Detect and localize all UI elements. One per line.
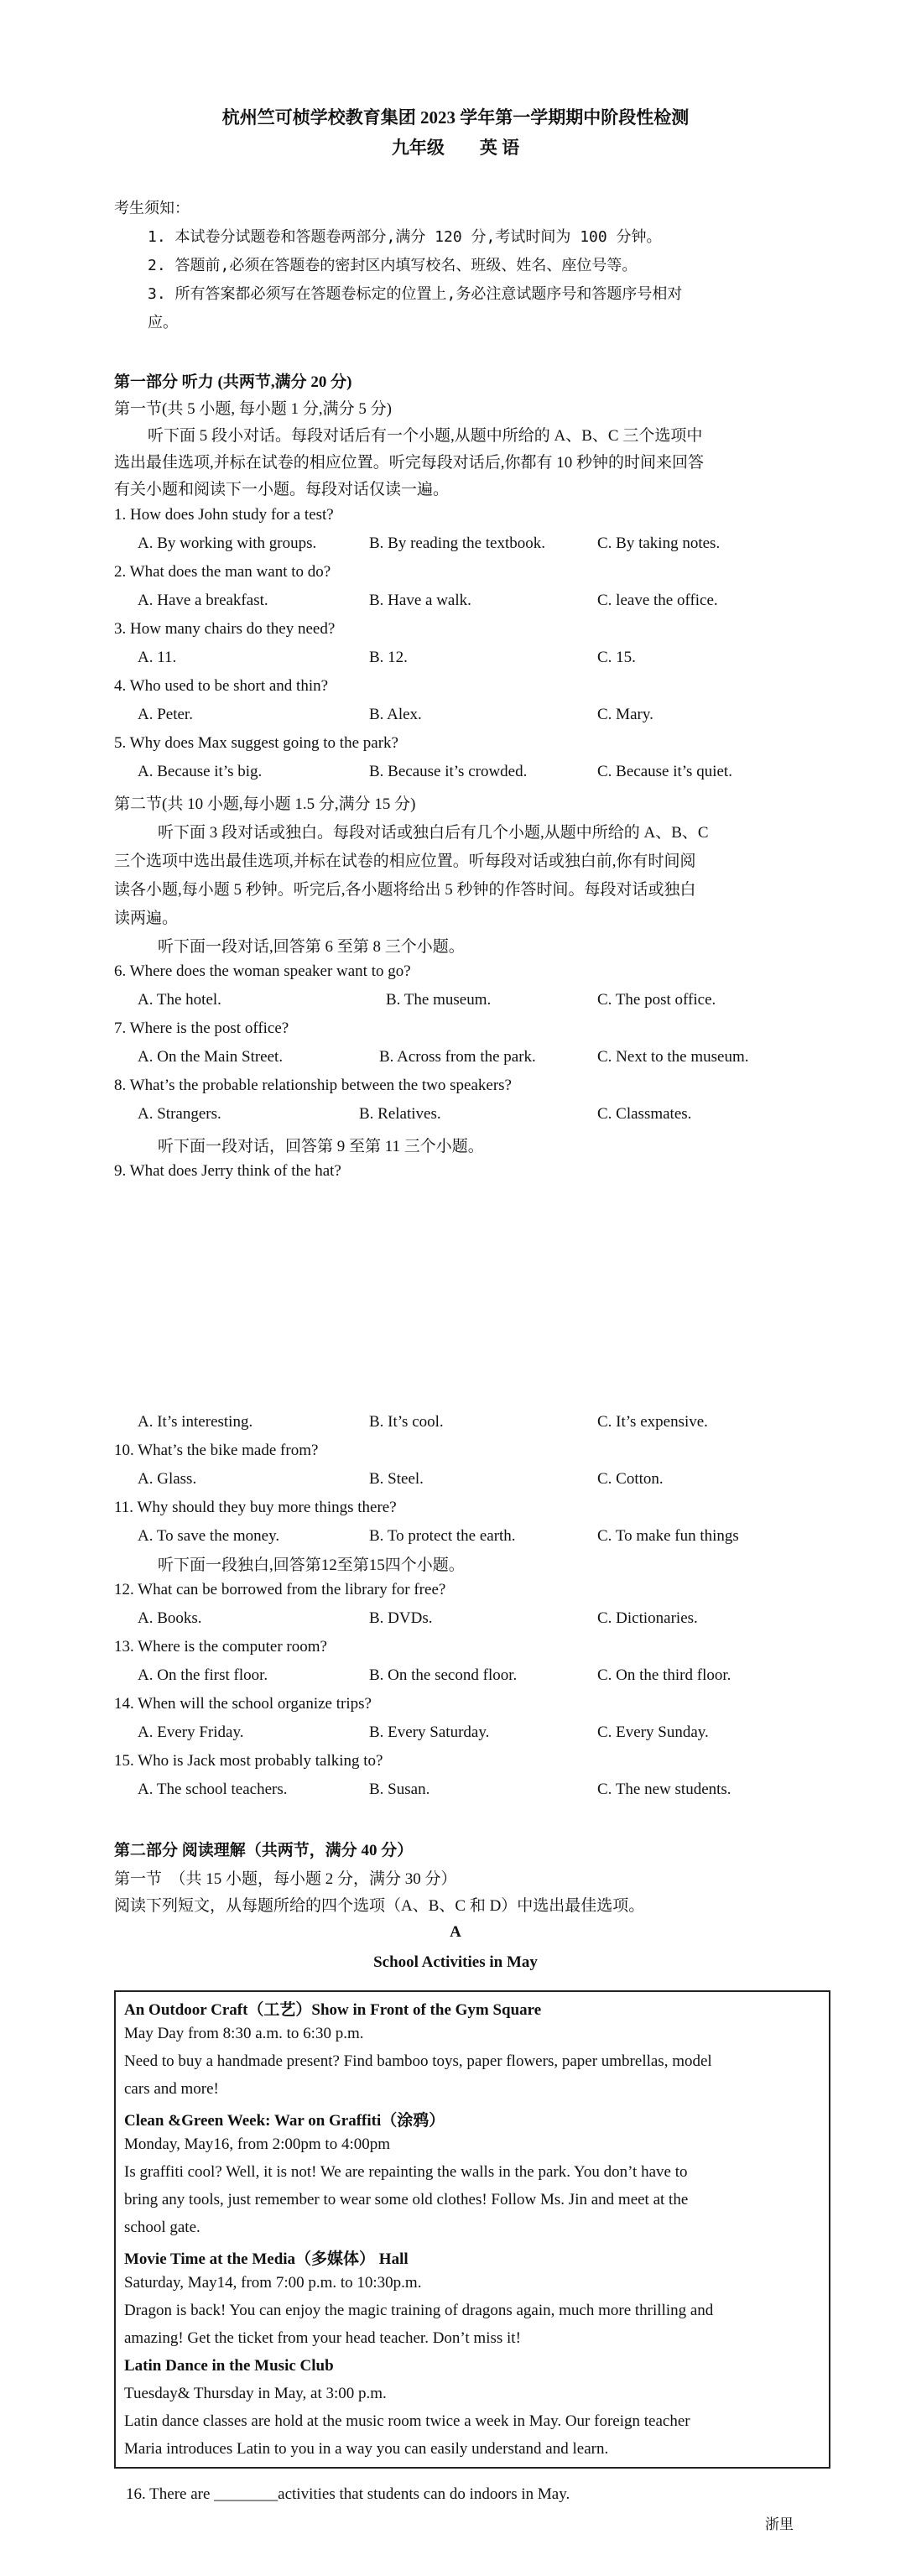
option-c: C. Because it’s quiet. — [597, 763, 732, 780]
question-text: 12. What can be borrowed from the library for free? — [114, 1581, 446, 1598]
option-a: A. Strangers. — [138, 1105, 221, 1123]
option-c: C. It’s expensive. — [597, 1413, 708, 1431]
option-c: C. Every Sunday. — [597, 1723, 709, 1741]
question-text: 10. What’s the bike made from? — [114, 1442, 319, 1459]
activity-text: Tuesday& Thursday in May, at 3:00 p.m. — [124, 2385, 387, 2402]
section1-instructions: 有关小题和阅读下一小题。每段对话仅读一遍。 — [114, 481, 450, 498]
section2-instructions: 读两遍。 — [114, 910, 179, 927]
section1-instructions: 听下面 5 段小对话。每段对话后有一个小题,从题中所给的 A、B、C 三个选项中 — [148, 427, 703, 445]
question-text: 4. Who used to be short and thin? — [114, 677, 329, 695]
section2-instructions: 听下面 3 段对话或独白。每段对话或独白后有几个小题,从题中所给的 A、B、C — [158, 824, 709, 842]
option-b: B. DVDs. — [369, 1609, 433, 1627]
option-c: C. On the third floor. — [597, 1666, 731, 1684]
option-b: B. 12. — [369, 649, 408, 666]
option-a: A. Glass. — [138, 1470, 197, 1488]
section2-instructions: 三个选项中选出最佳选项,并标在试卷的相应位置。听每段对话或独白前,你有时间阅 — [114, 853, 696, 870]
activity-heading: Movie Time at the Media（多媒体） Hall — [124, 2250, 409, 2268]
section1-heading: 第一节(共 5 小题, 每小题 1 分,满分 5 分) — [114, 400, 392, 418]
activity-heading: An Outdoor Craft（工艺）Show in Front of the Gym Square — [124, 2001, 542, 2019]
exam-subtitle: 九年级 英 语 — [391, 138, 520, 158]
direction-9-11: 听下面一段对话，回答第 9 至第 11 三个小题。 — [158, 1138, 484, 1155]
option-a: A. Have a breakfast. — [138, 592, 268, 609]
question-text: 7. Where is the post office? — [114, 1019, 289, 1037]
option-a: A. Every Friday. — [138, 1723, 244, 1741]
direction-12-15: 听下面一段独白,回答第12至第15四个小题。 — [158, 1557, 465, 1574]
passage-label: A — [450, 1923, 461, 1941]
option-b: B. To protect the earth. — [369, 1527, 516, 1545]
exam-title: 杭州竺可桢学校教育集团 2023 学年第一学期期中阶段性检测 — [221, 107, 690, 128]
option-b: B. Because it’s crowded. — [369, 763, 528, 780]
section2-instructions: 读各小题,每小题 5 秒钟。听完后,各小题将给出 5 秒钟的作答时间。每段对话或独白 — [114, 881, 696, 899]
option-a: A. It’s interesting. — [138, 1413, 253, 1431]
option-a: A. To save the money. — [138, 1527, 280, 1545]
question-text: 3. How many chairs do they need? — [114, 620, 336, 638]
activity-text: cars and more! — [124, 2080, 219, 2098]
activity-text: amazing! Get the ticket from your head teacher. Don’t miss it! — [124, 2329, 521, 2347]
question-text: 9. What does Jerry think of the hat? — [114, 1162, 341, 1180]
option-b: B. Every Saturday. — [369, 1723, 490, 1741]
activity-text: Monday, May16, from 2:00pm to 4:00pm — [124, 2135, 390, 2153]
option-c: C. 15. — [597, 649, 636, 666]
option-b: B. It’s cool. — [369, 1413, 444, 1431]
notice-item: 应。 — [148, 314, 178, 331]
notice-heading: 考生须知： — [114, 200, 190, 217]
option-a: A. The hotel. — [138, 991, 221, 1009]
option-c: C. By taking notes. — [597, 534, 721, 552]
option-b: B. Alex. — [369, 706, 422, 723]
activity-text: school gate. — [124, 2219, 200, 2236]
option-c: C. leave the office. — [597, 592, 718, 609]
activity-text: Latin dance classes are hold at the music room twice a week in May. Our foreign teacher — [124, 2412, 690, 2430]
activity-text: May Day from 8:30 a.m. to 6:30 p.m. — [124, 2025, 364, 2042]
option-c: C. The new students. — [597, 1781, 731, 1798]
part1-heading: 第一部分 听力 (共两节,满分 20 分) — [114, 373, 352, 391]
option-c: C. Classmates. — [597, 1105, 692, 1123]
passage-title: School Activities in May — [373, 1953, 538, 1971]
option-b: B. Steel. — [369, 1470, 424, 1488]
activity-heading: Clean &Green Week: War on Graffiti（涂鸦） — [124, 2112, 445, 2130]
region-mark: 浙里 — [765, 2516, 794, 2532]
option-b: B. Have a walk. — [369, 592, 471, 609]
option-b: B. By reading the textbook. — [369, 534, 546, 552]
question-text: 5. Why does Max suggest going to the park? — [114, 734, 398, 752]
option-c: C. Next to the museum. — [597, 1048, 749, 1066]
option-a: A. The school teachers. — [138, 1781, 288, 1798]
notice-item: 1. 本试卷分试题卷和答题卷两部分,满分 120 分,考试时间为 100 分钟。 — [148, 228, 662, 246]
option-c: C. The post office. — [597, 991, 716, 1009]
option-a: A. 11. — [138, 649, 177, 666]
activity-text: bring any tools, just remember to wear some old clothes! Follow Ms. Jin and meet at the — [124, 2191, 689, 2208]
activity-text: Dragon is back! You can enjoy the magic training of dragons again, much more thrilling and — [124, 2302, 714, 2319]
question-text: 14. When will the school organize trips? — [114, 1695, 372, 1713]
option-a: A. Because it’s big. — [138, 763, 263, 780]
section2-heading: 第二节(共 10 小题,每小题 1.5 分,满分 15 分) — [114, 795, 416, 813]
activity-text: Is graffiti cool? Well, it is not! We are repainting the walls in the park. You don’t have to — [124, 2163, 688, 2181]
option-a: A. On the first floor. — [138, 1666, 268, 1684]
activity-heading: Latin Dance in the Music Club — [124, 2357, 334, 2375]
question-text: 1. How does John study for a test? — [114, 506, 334, 524]
option-c: C. Dictionaries. — [597, 1609, 698, 1627]
question-text: 8. What’s the probable relationship between the two speakers? — [114, 1077, 512, 1094]
option-b: B. Relatives. — [359, 1105, 441, 1123]
option-a: A. On the Main Street. — [138, 1048, 284, 1066]
option-b: B. On the second floor. — [369, 1666, 518, 1684]
option-a: A. By working with groups. — [138, 534, 317, 552]
question-text: 6. Where does the woman speaker want to go? — [114, 962, 411, 980]
option-c: C. Cotton. — [597, 1470, 664, 1488]
option-c: C. To make fun things — [597, 1527, 739, 1545]
question-text: 15. Who is Jack most probably talking to? — [114, 1752, 383, 1770]
option-a: A. Peter. — [138, 706, 193, 723]
activity-text: Saturday, May14, from 7:00 p.m. to 10:30p.m. — [124, 2274, 422, 2292]
option-c: C. Mary. — [597, 706, 653, 723]
option-b: B. The museum. — [386, 991, 492, 1009]
direction-6-8: 听下面一段对话,回答第 6 至第 8 三个小题。 — [158, 938, 465, 956]
option-a: A. Books. — [138, 1609, 202, 1627]
notice-item: 3. 所有答案都必须写在答题卷标定的位置上,务必注意试题序号和答题序号相对 — [148, 285, 683, 303]
option-b: B. Across from the park. — [379, 1048, 536, 1066]
part2-heading: 第二部分 阅读理解（共两节，满分 40 分） — [114, 1842, 414, 1859]
part2-section1-heading: 第一节 （共 15 小题，每小题 2 分，满分 30 分） — [114, 1870, 457, 1888]
activity-text: Maria introduces Latin to you in a way you can easily understand and learn. — [124, 2440, 609, 2458]
question-16: 16. There are ________activities that students can do indoors in May. — [126, 2485, 570, 2503]
activities-box — [114, 1990, 830, 2469]
section1-instructions: 选出最佳选项,并标在试卷的相应位置。听完每段对话后,你都有 10 秒钟的时间来回答 — [114, 454, 705, 472]
question-text: 13. Where is the computer room? — [114, 1638, 327, 1656]
notice-item: 2. 答题前,必须在答题卷的密封区内填写校名、班级、姓名、座位号等。 — [148, 257, 638, 274]
option-b: B. Susan. — [369, 1781, 430, 1798]
part2-instructions: 阅读下列短文，从每题所给的四个选项（A、B、C 和 D）中选出最佳选项。 — [114, 1897, 645, 1915]
question-text: 11. Why should they buy more things there? — [114, 1499, 397, 1516]
question-text: 2. What does the man want to do? — [114, 563, 331, 581]
activity-text: Need to buy a handmade present? Find bamboo toys, paper flowers, paper umbrellas, model — [124, 2052, 712, 2070]
